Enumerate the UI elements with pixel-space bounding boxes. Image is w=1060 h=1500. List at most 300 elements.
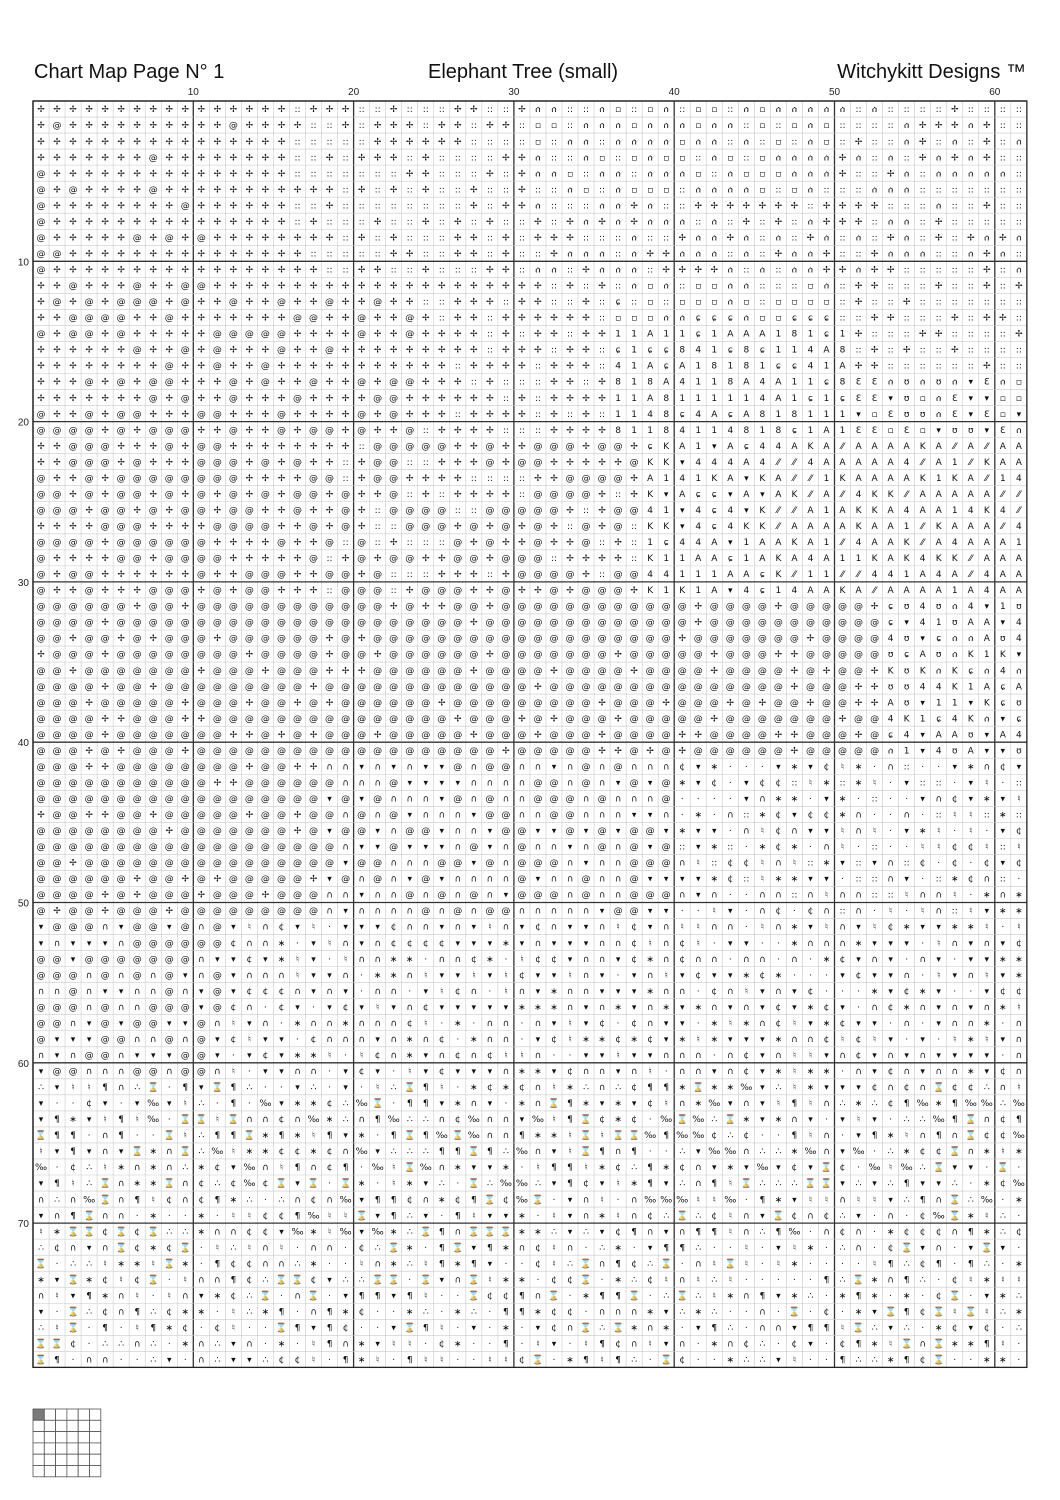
stitch-symbol: ♮ [1017,1275,1020,1285]
stitch-symbol: :: [952,201,958,211]
stitch-symbol: ✢ [711,266,719,276]
stitch-symbol: :: [439,249,445,259]
stitch-symbol: 1 [711,346,717,356]
stitch-symbol: ⌛ [116,1225,127,1237]
stitch-symbol: · [841,987,844,997]
stitch-symbol: ∗ [1015,971,1023,981]
stitch-symbol: ¶ [567,1163,573,1173]
stitch-symbol: ▾ [1017,650,1022,660]
stitch-symbol: ‰ [420,1163,432,1173]
stitch-symbol: @ [405,314,414,324]
stitch-symbol: :: [920,169,926,179]
stitch-symbol: @ [309,474,318,484]
stitch-symbol: ✢ [278,362,286,372]
stitch-symbol: A [871,522,878,532]
stitch-symbol: ሰ [599,105,604,115]
stitch-symbol: ✢ [855,217,863,227]
stitch-symbol: ✢ [294,410,302,420]
stitch-symbol: ሰ [888,217,893,227]
stitch-symbol: @ [309,314,318,324]
stitch-symbol: ∩ [519,1243,526,1253]
stitch-symbol: @ [325,346,334,356]
stitch-symbol: · [729,1243,732,1253]
stitch-symbol: @ [758,666,767,676]
stitch-symbol: @ [229,891,238,901]
stitch-symbol: ∗ [278,939,286,949]
stitch-symbol: ‰ [869,1163,881,1173]
stitch-symbol: · [553,1051,556,1061]
stitch-symbol: · [520,1323,523,1333]
stitch-symbol: @ [229,762,238,772]
stitch-symbol: :: [599,298,605,308]
stitch-symbol: ✢ [390,314,398,324]
stitch-symbol: ✢ [454,282,462,292]
stitch-symbol: ¢ [808,987,814,997]
stitch-symbol: K [647,586,654,596]
stitch-symbol: @ [133,795,142,805]
stitch-symbol: @ [453,538,462,548]
stitch-symbol: ♮ [793,1067,796,1077]
stitch-symbol: K [968,650,975,660]
stitch-symbol: ✢ [823,666,831,676]
stitch-symbol: :: [759,249,765,259]
stitch-symbol: @ [405,891,414,901]
stitch-symbol: ✢ [230,442,238,452]
stitch-symbol: ✢ [694,266,702,276]
stitch-symbol: · [168,1275,171,1285]
stitch-symbol: ʊ [904,410,910,420]
stitch-symbol: @ [341,730,350,740]
stitch-symbol: ▾ [920,634,925,644]
stitch-symbol: @ [453,650,462,660]
stitch-symbol: ✢ [101,554,109,564]
stitch-symbol: 1 [663,330,669,340]
stitch-symbol: ∩ [38,1051,45,1061]
stitch-symbol: ¢ [952,1323,958,1333]
stitch-symbol: ▫ [1016,378,1022,388]
stitch-symbol: ¢ [407,1019,413,1029]
stitch-symbol: ⁄⁄ [791,506,799,516]
stitch-symbol: @ [325,746,334,756]
stitch-symbol: @ [453,634,462,644]
stitch-symbol: :: [375,506,381,516]
stitch-symbol: ▾ [231,1356,236,1366]
stitch-symbol: ♮ [360,1051,363,1061]
stitch-symbol: @ [357,827,366,837]
stitch-symbol: A [888,538,895,548]
stitch-symbol: @ [181,682,190,692]
stitch-symbol: ¢ [455,1115,461,1125]
stitch-symbol: ♮ [985,1307,988,1317]
stitch-symbol: @ [485,762,494,772]
stitch-symbol: ♮ [873,778,876,788]
stitch-symbol: ✢ [935,121,943,131]
stitch-symbol: ✢ [438,426,446,436]
stitch-symbol: @ [533,778,542,788]
stitch-symbol: ▫ [535,121,541,131]
stitch-symbol: ✢ [470,618,478,628]
stitch-symbol: ✢ [278,249,286,259]
stitch-symbol: ✢ [182,490,190,500]
stitch-symbol: @ [277,634,286,644]
stitch-symbol: @ [181,394,190,404]
stitch-symbol: @ [870,746,879,756]
stitch-symbol: ✢ [278,490,286,500]
stitch-symbol: ሰ [599,121,604,131]
stitch-symbol: ✢ [53,394,61,404]
stitch-symbol: @ [37,778,46,788]
stitch-symbol: @ [533,522,542,532]
stitch-symbol: :: [952,330,958,340]
stitch-symbol: ✢ [871,666,879,676]
stitch-symbol: ሰ [824,105,829,115]
stitch-symbol: @ [165,650,174,660]
stitch-symbol: @ [405,522,414,532]
stitch-symbol: ∴ [904,1259,910,1269]
stitch-symbol: ∩ [695,1067,702,1077]
stitch-symbol: ሰ [888,249,893,259]
stitch-symbol: :: [503,217,509,227]
stitch-symbol: ✢ [85,554,93,564]
stitch-symbol: ʊ [904,378,910,388]
stitch-symbol: @ [517,506,526,516]
stitch-symbol: 4 [936,570,942,580]
stitch-symbol: 4 [1016,634,1022,644]
stitch-symbol: @ [373,746,382,756]
stitch-symbol: 1 [1000,474,1006,484]
stitch-symbol: :: [519,121,525,131]
stitch-symbol: ∩ [454,1275,461,1285]
stitch-symbol: ♮ [152,1259,155,1269]
stitch-symbol: 4 [888,714,894,724]
stitch-symbol: ⌛ [965,1113,976,1125]
stitch-symbol: @ [405,746,414,756]
stitch-symbol: ▾ [985,394,990,404]
stitch-symbol: ✢ [374,362,382,372]
stitch-symbol: @ [774,698,783,708]
stitch-symbol: ▾ [760,1083,765,1093]
stitch-symbol: ¶ [647,1083,653,1093]
stitch-symbol: 4 [663,570,669,580]
stitch-symbol: A [743,490,750,500]
stitch-symbol: ∗ [983,1227,991,1237]
stitch-symbol: ♮ [873,1259,876,1269]
stitch-symbol: ▫ [791,121,797,131]
stitch-symbol: ሰ [824,282,829,292]
stitch-symbol: @ [53,682,62,692]
stitch-symbol: ✢ [53,185,61,195]
stitch-symbol: ሰ [792,266,797,276]
stitch-symbol: A [936,586,943,596]
stitch-symbol: ▾ [55,1083,60,1093]
stitch-symbol: ✢ [182,314,190,324]
stitch-symbol: ✢ [935,330,943,340]
stitch-symbol: K [711,474,718,484]
stitch-symbol: ✢ [518,442,526,452]
stitch-symbol: @ [533,891,542,901]
stitch-symbol: @ [485,795,494,805]
stitch-symbol: @ [421,682,430,692]
stitch-symbol: ▾ [472,1323,477,1333]
stitch-symbol: · [777,1275,780,1285]
stitch-symbol: ✢ [37,121,45,131]
stitch-symbol: ▾ [472,1003,477,1013]
stitch-symbol: ∗ [182,1307,190,1317]
stitch-symbol: · [216,1099,219,1109]
stitch-symbol: ∗ [117,1163,125,1173]
stitch-symbol: :: [327,249,333,259]
stitch-symbol: K [775,554,782,564]
stitch-symbol: @ [453,698,462,708]
stitch-symbol: ▾ [680,506,685,516]
stitch-symbol: · [777,1131,780,1141]
stitch-symbol: ∗ [775,1035,783,1045]
stitch-symbol: ∴ [711,1275,717,1285]
stitch-symbol: :: [423,249,429,259]
stitch-symbol: ¢ [1000,987,1006,997]
stitch-symbol: ✢ [406,586,414,596]
stitch-symbol: · [697,795,700,805]
stitch-symbol: @ [389,618,398,628]
stitch-symbol: ሰ [808,169,813,179]
stitch-symbol: @ [69,730,78,740]
stitch-symbol: @ [69,1003,78,1013]
stitch-symbol: ሰ [904,185,909,195]
stitch-symbol: ∩ [471,875,478,885]
stitch-symbol: ✢ [37,137,45,147]
stitch-symbol: ▾ [423,1179,428,1189]
stitch-symbol: @ [710,682,719,692]
stitch-symbol: Ɛ [952,394,958,404]
stitch-symbol: ∩ [390,827,397,837]
stitch-symbol: :: [503,185,509,195]
stitch-symbol: ∴ [182,1163,188,1173]
stitch-symbol: 4 [888,634,894,644]
stitch-symbol: · [905,907,908,917]
stitch-symbol: ✢ [775,249,783,259]
stitch-symbol: ¶ [759,1291,765,1301]
stitch-symbol: ✢ [470,362,478,372]
stitch-symbol: ሰ [664,121,669,131]
stitch-symbol: ∩ [374,955,381,965]
stitch-symbol: 1 [631,378,637,388]
stitch-symbol: ▾ [1001,618,1006,628]
stitch-symbol: @ [85,538,94,548]
stitch-symbol: ⌛ [580,1321,591,1333]
stitch-symbol: ♮ [825,891,828,901]
stitch-symbol: · [328,1083,331,1093]
stitch-symbol: ∗ [791,843,799,853]
stitch-symbol: ✢ [598,554,606,564]
stitch-symbol: @ [678,698,687,708]
stitch-symbol: ¶ [487,1243,493,1253]
stitch-symbol: :: [535,394,541,404]
stitch-symbol: ∗ [358,1131,366,1141]
stitch-symbol: ✢ [727,201,735,211]
stitch-symbol: ሰ [792,105,797,115]
stitch-symbol: ✢ [326,458,334,468]
stitch-symbol: @ [85,458,94,468]
stitch-symbol: · [200,1323,203,1333]
stitch-symbol: ¶ [86,1291,92,1301]
stitch-symbol: ✢ [294,827,302,837]
stitch-symbol: @ [341,827,350,837]
stitch-symbol: ♮ [793,1083,796,1093]
stitch-symbol: @ [85,634,94,644]
stitch-symbol: @ [405,554,414,564]
stitch-symbol: ✢ [37,522,45,532]
stitch-symbol: ▫ [711,298,717,308]
stitch-symbol: ✢ [550,362,558,372]
stitch-symbol: ¢ [1016,859,1022,869]
stitch-symbol: @ [533,859,542,869]
stitch-symbol: ʊ [952,618,958,628]
stitch-symbol: ✢ [246,217,254,227]
stitch-symbol: ¶ [439,1259,445,1269]
stitch-symbol: ∩ [695,955,702,965]
stitch-symbol: A [904,474,911,484]
stitch-symbol: @ [133,522,142,532]
stitch-symbol: ∗ [759,843,767,853]
stitch-symbol: ♮ [55,1291,58,1301]
stitch-symbol: ✢ [198,298,206,308]
stitch-symbol: ✢ [967,233,975,243]
stitch-symbol: @ [149,474,158,484]
stitch-symbol: 1 [679,394,685,404]
stitch-symbol: A [823,442,830,452]
stitch-symbol: @ [614,682,623,692]
stitch-symbol: @ [453,795,462,805]
stitch-symbol: @ [614,522,623,532]
stitch-symbol: 1 [759,362,765,372]
stitch-symbol: @ [309,907,318,917]
stitch-symbol: ∩ [262,1163,269,1173]
stitch-symbol: ¢ [743,1067,749,1077]
stitch-symbol: ♮ [857,1195,860,1205]
stitch-symbol: ▾ [295,923,300,933]
stitch-symbol: @ [197,634,206,644]
stitch-symbol: ▾ [536,827,541,837]
stitch-symbol: ✢ [117,217,125,227]
stitch-symbol: ✢ [310,330,318,340]
stitch-symbol: ✢ [502,266,510,276]
stitch-symbol: @ [245,618,254,628]
stitch-symbol: ¶ [231,1099,237,1109]
stitch-symbol: :: [439,266,445,276]
stitch-symbol: :: [839,314,845,324]
stitch-symbol: ∩ [743,1003,750,1013]
stitch-symbol: ▾ [199,1291,204,1301]
stitch-symbol: · [873,1243,876,1253]
stitch-symbol: ∩ [983,875,990,885]
stitch-symbol: ሰ [936,153,941,163]
stitch-symbol: A [823,346,830,356]
stitch-symbol: ⌛ [885,1305,896,1317]
stitch-symbol: ∩ [487,1115,494,1125]
stitch-symbol: ∗ [999,955,1007,965]
stitch-symbol: ▫ [583,185,589,195]
stitch-symbol: ¢ [631,1259,637,1269]
stitch-symbol: ∩ [567,875,574,885]
stitch-symbol: ⌛ [420,1273,431,1285]
stitch-symbol: ∩ [503,843,510,853]
stitch-symbol: ɕ [760,586,765,596]
stitch-symbol: ▾ [87,939,92,949]
stitch-symbol: ∩ [310,1243,317,1253]
stitch-symbol: :: [439,201,445,211]
stitch-symbol: ¢ [439,939,445,949]
stitch-symbol: ✢ [566,554,574,564]
stitch-symbol: @ [566,474,575,484]
stitch-symbol: ✢ [230,314,238,324]
stitch-symbol: · [905,955,908,965]
stitch-symbol: @ [694,650,703,660]
stitch-symbol: :: [711,859,717,869]
stitch-symbol: ∩ [358,955,365,965]
stitch-symbol: ▾ [920,746,925,756]
stitch-symbol: ▾ [776,1243,781,1253]
stitch-symbol: @ [469,746,478,756]
stitch-symbol: ∴ [776,1083,782,1093]
stitch-symbol: ▾ [199,1003,204,1013]
stitch-symbol: 1 [792,378,798,388]
stitch-symbol: @ [485,666,494,676]
stitch-symbol: :: [872,875,878,885]
stitch-symbol: ▾ [936,955,941,965]
stitch-symbol: @ [293,746,302,756]
stitch-symbol: @ [582,666,591,676]
stitch-symbol: @ [453,618,462,628]
stitch-symbol: ∗ [278,1340,286,1350]
stitch-symbol: ሰ [615,266,620,276]
stitch-symbol: :: [487,249,493,259]
stitch-symbol: @ [325,843,334,853]
stitch-symbol: :: [567,410,573,420]
stitch-symbol: ¢ [391,939,397,949]
stitch-symbol: ✢ [214,121,222,131]
stitch-symbol: ✢ [470,490,478,500]
stitch-symbol: @ [389,506,398,516]
stitch-symbol: ▫ [743,298,749,308]
stitch-symbol: ∩ [615,843,622,853]
stitch-symbol: ‰ [644,1131,656,1141]
stitch-symbol: @ [854,650,863,660]
stitch-symbol: ∩ [422,811,429,821]
stitch-symbol: @ [806,730,815,740]
stitch-symbol: ▾ [584,1019,589,1029]
stitch-symbol: ✢ [598,217,606,227]
stitch-symbol: K [856,522,863,532]
stitch-symbol: ∩ [118,971,125,981]
stitch-symbol: @ [485,538,494,548]
stitch-symbol: ✢ [518,362,526,372]
stitch-symbol: ▾ [744,506,749,516]
stitch-symbol: ♮ [616,923,619,933]
stitch-symbol: ✢ [101,282,109,292]
stitch-symbol: ∗ [406,1179,414,1189]
stitch-symbol: ✢ [182,249,190,259]
stitch-symbol: @ [742,666,751,676]
stitch-symbol: ✢ [518,522,526,532]
stitch-symbol: :: [727,249,733,259]
stitch-symbol: · [841,1067,844,1077]
stitch-symbol: ʊ [904,698,910,708]
stitch-symbol: A [807,506,814,516]
stitch-symbol: ✢ [486,490,494,500]
stitch-symbol: ɕ [696,314,701,324]
stitch-symbol: @ [341,682,350,692]
stitch-symbol: ∩ [647,762,654,772]
